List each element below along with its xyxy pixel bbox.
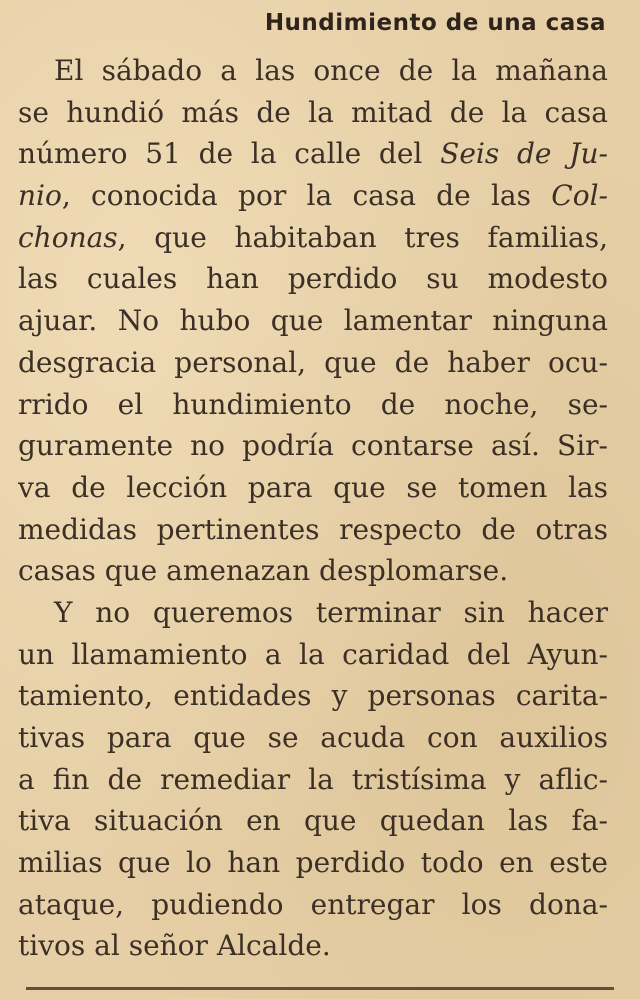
article-line: desgracia personal, que de haber ocu- <box>18 345 608 379</box>
article-line: tivos al señor Alcalde. <box>18 929 331 963</box>
article-line: ataque, pudiendo entregar los dona- <box>18 887 608 921</box>
article-line: las cuales han perdido su modesto <box>18 262 608 296</box>
article-line: tiva situación en que quedan las fa- <box>18 804 608 838</box>
article-line: milias que lo han perdido todo en este <box>18 846 608 880</box>
article-line: rrido el hundimiento de noche, se- <box>18 387 608 421</box>
article-line: casas que amenazan desplomarse. <box>18 554 509 588</box>
article-line: El sábado a las once de la mañana <box>54 54 608 87</box>
article-line: guramente no podría contarse así. Sir- <box>18 429 608 463</box>
column-divider-rule <box>26 987 614 990</box>
article-line: un llamamiento a la caridad del Ayun- <box>18 637 608 671</box>
article-line: ajuar. No hubo que lamentar ninguna <box>18 304 608 338</box>
article-body <box>18 50 608 967</box>
article-line: chonas, que habitaban tres familias, <box>18 220 608 254</box>
article-line: se hundió más de la mitad de la casa <box>18 95 608 129</box>
article-line: número 51 de la calle del Seis de Ju- <box>18 137 608 171</box>
article-line: Y no queremos terminar sin hacer <box>54 595 608 629</box>
article-line: a fin de remediar la tristísima y aflic- <box>18 762 608 796</box>
article-line: medidas pertinentes respecto de otras <box>18 512 608 546</box>
article-line: tamiento, entidades y personas carita- <box>18 679 608 713</box>
article-line: va de lección para que se tomen las <box>18 470 608 504</box>
article-line: nio, conocida por la casa de las Col- <box>18 179 608 213</box>
article-line: tivas para que se acuda con auxilios <box>18 721 608 754</box>
article-headline: Hundimiento de una casa <box>264 10 606 36</box>
